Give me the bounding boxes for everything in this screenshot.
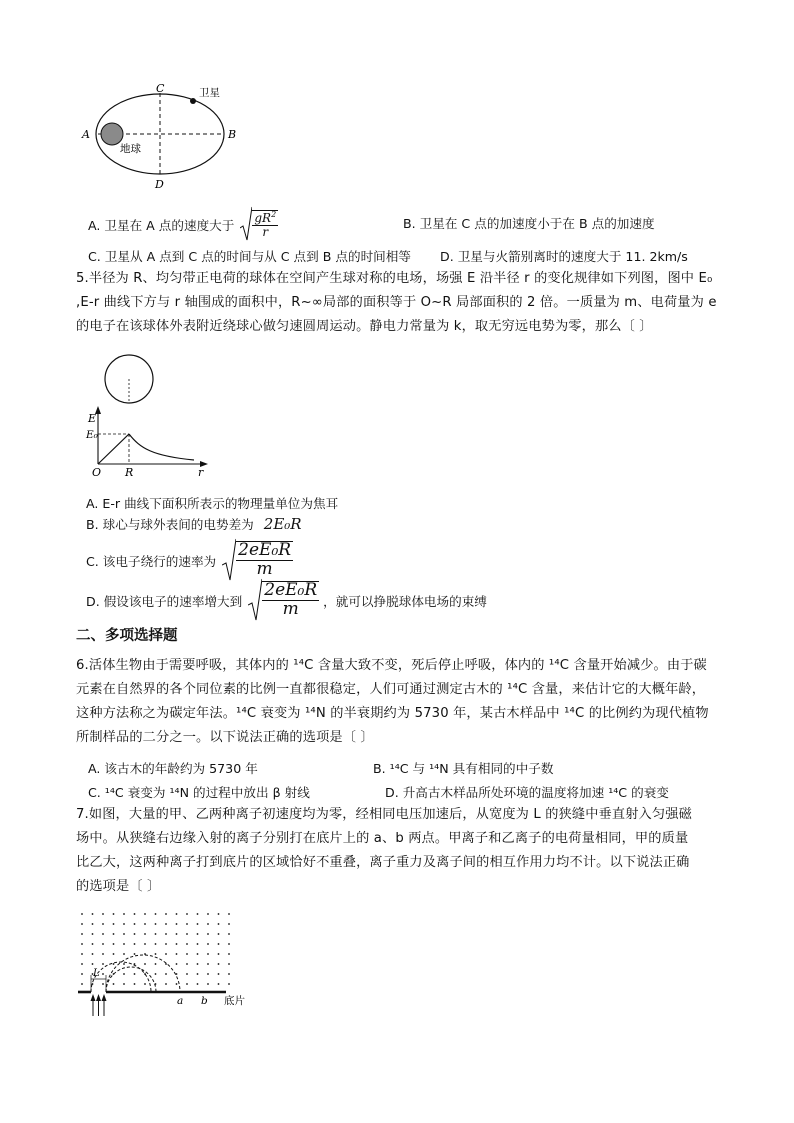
field-dot bbox=[228, 973, 230, 975]
label-c: C bbox=[156, 84, 165, 95]
field-dot bbox=[197, 933, 199, 935]
q6-stem: 6.活体生物由于需要呼吸，其体内的 ¹⁴C 含量大致不变，死后停止呼吸，体内的 ¹⁴C 含量开始减少。由于碳 元素在自然界的各个同位素的比例一直都很稳定，人们可通过测定古木的 ¹⁴C 含量，来估计它的大概年龄， 这种方法称之为碳定年法。¹⁴C 衰变为 ¹⁴N 的半衰期约为 5730 年，某古木样品中 ¹⁴C 的比例约为现代植物 所制样品的二分之一。以下说法正确的选项是〔 〕 bbox=[76, 658, 709, 745]
field-dot bbox=[134, 983, 136, 985]
field-dot bbox=[155, 933, 157, 935]
field-dot bbox=[186, 963, 188, 965]
field-dot bbox=[113, 983, 115, 985]
field-dot bbox=[102, 913, 104, 915]
label-l: L bbox=[93, 968, 100, 979]
field-dot bbox=[113, 933, 115, 935]
field-dot bbox=[197, 973, 199, 975]
label-b-point: b bbox=[201, 995, 208, 1007]
label-e0: E₀ bbox=[86, 429, 98, 441]
field-dot bbox=[92, 953, 94, 955]
field-dot bbox=[197, 913, 199, 915]
field-dot bbox=[218, 933, 220, 935]
field-dot bbox=[113, 953, 115, 955]
q5-option-a: A. E-r 曲线下面积所表示的物理量单位为焦耳 bbox=[86, 496, 339, 511]
field-dot bbox=[134, 973, 136, 975]
field-dot bbox=[207, 983, 209, 985]
field-dot bbox=[228, 943, 230, 945]
field-dot bbox=[197, 963, 199, 965]
field-dot bbox=[123, 973, 125, 975]
field-dot bbox=[123, 953, 125, 955]
field-dot bbox=[176, 953, 178, 955]
field-dot bbox=[134, 933, 136, 935]
field-dot bbox=[102, 973, 104, 975]
field-dot bbox=[155, 973, 157, 975]
trajectory-outer bbox=[106, 955, 180, 992]
field-dot bbox=[144, 933, 146, 935]
field-dot bbox=[218, 963, 220, 965]
field-dot bbox=[81, 943, 83, 945]
field-dot bbox=[176, 943, 178, 945]
sqrt-2eE0R-over-m-c: $\frac{\text{2eE₀R}}{m}$ bbox=[222, 538, 293, 582]
field-dot bbox=[81, 913, 83, 915]
sqrt-2eE0R-over-m-d: $\frac{\text{2eE₀R}}{m}$ bbox=[248, 578, 319, 622]
field-dot bbox=[144, 943, 146, 945]
label-earth: 地球 bbox=[120, 143, 141, 155]
field-graph-figure bbox=[82, 352, 212, 482]
field-dot bbox=[123, 943, 125, 945]
field-dot bbox=[134, 913, 136, 915]
field-dot bbox=[102, 933, 104, 935]
field-dot bbox=[176, 983, 178, 985]
field-dot bbox=[186, 953, 188, 955]
field-dot bbox=[102, 943, 104, 945]
field-dot bbox=[144, 963, 146, 965]
sqrt-gR2-over-r: $\frac{gR^2}{r}$ bbox=[240, 206, 278, 242]
ion-beam-arrowhead-2 bbox=[96, 994, 101, 1001]
field-dot bbox=[92, 933, 94, 935]
field-dot bbox=[155, 963, 157, 965]
field-dot bbox=[186, 913, 188, 915]
field-dot bbox=[218, 953, 220, 955]
field-dot bbox=[102, 963, 104, 965]
q4-option-a: A. 卫星在 A 点的速度大于 $\frac{gR^2}{r}$ bbox=[88, 206, 278, 242]
label-d: D bbox=[155, 178, 164, 191]
field-dot bbox=[92, 913, 94, 915]
field-dot bbox=[165, 983, 167, 985]
field-dot bbox=[155, 953, 157, 955]
field-dot bbox=[81, 983, 83, 985]
label-r-big: R bbox=[125, 466, 134, 479]
ion-beam-arrowhead-3 bbox=[102, 994, 107, 1001]
q7-stem: 7.如图，大量的甲、乙两种离子初速度均为零，经相同电压加速后，从宽度为 L 的狭缝中垂直射入匀强磁 场中。从狭缝右边缘入射的离子分别打在底片上的 a、b 两点。甲离子和乙离子的电荷量相同，甲的质量 比乙大，这两种离子打到底片的区域恰好不重叠，离子重力及离子间的相互作用力均不计。以下说法正确 的选项是〔 〕 bbox=[76, 807, 692, 894]
field-dot bbox=[207, 963, 209, 965]
field-dot bbox=[186, 983, 188, 985]
field-dot bbox=[207, 943, 209, 945]
label-a-point: a bbox=[177, 995, 184, 1007]
linear-segment bbox=[98, 434, 129, 464]
field-dot bbox=[165, 923, 167, 925]
field-dot bbox=[207, 933, 209, 935]
field-dot bbox=[165, 953, 167, 955]
ion-beam-arrowhead-1 bbox=[91, 994, 96, 1001]
field-dot bbox=[228, 913, 230, 915]
field-dot bbox=[81, 923, 83, 925]
field-dot bbox=[123, 923, 125, 925]
field-dot bbox=[92, 943, 94, 945]
label-satellite: 卫星 bbox=[199, 87, 220, 99]
field-dot bbox=[228, 953, 230, 955]
q6-option-d: D. 升高古木样品所处环境的温度将加速 ¹⁴C 的衰变 bbox=[385, 785, 669, 800]
field-dot bbox=[186, 933, 188, 935]
magnetic-field-dots bbox=[81, 913, 230, 985]
field-dot bbox=[218, 983, 220, 985]
field-dot bbox=[207, 953, 209, 955]
field-dot bbox=[197, 953, 199, 955]
field-dot bbox=[134, 953, 136, 955]
field-dot bbox=[197, 923, 199, 925]
field-dot bbox=[228, 983, 230, 985]
field-dot bbox=[197, 943, 199, 945]
label-b: B bbox=[228, 128, 237, 141]
q5-option-b: B. 球心与球外表间的电势差为 2E₀R bbox=[86, 514, 302, 533]
field-dot bbox=[218, 973, 220, 975]
satellite-orbit-figure bbox=[76, 84, 256, 194]
field-dot bbox=[92, 963, 94, 965]
field-dot bbox=[92, 923, 94, 925]
field-dot bbox=[228, 933, 230, 935]
field-dot bbox=[102, 923, 104, 925]
field-dot bbox=[165, 933, 167, 935]
field-dot bbox=[81, 933, 83, 935]
trajectory-left-edge bbox=[91, 962, 151, 992]
field-dot bbox=[123, 913, 125, 915]
field-dot bbox=[123, 963, 125, 965]
field-dot bbox=[228, 923, 230, 925]
label-e: E bbox=[88, 412, 97, 425]
field-dot bbox=[218, 943, 220, 945]
field-dot bbox=[144, 913, 146, 915]
q5-option-c: C. 该电子绕行的速率为 $\frac{\text{2eE₀R}}{m}$ bbox=[86, 538, 293, 582]
label-a: A bbox=[82, 128, 90, 141]
field-dot bbox=[155, 913, 157, 915]
q4-option-b: B. 卫星在 C 点的加速度小于在 B 点的加速度 bbox=[403, 216, 655, 231]
field-dot bbox=[186, 923, 188, 925]
field-dot bbox=[165, 973, 167, 975]
q4-option-d: D. 卫星与火箭别离时的速度大于 11. 2km/s bbox=[440, 249, 688, 264]
field-dot bbox=[186, 973, 188, 975]
field-dot bbox=[176, 913, 178, 915]
q5-option-d: D. 假设该电子的速率增大到 $\frac{\text{2eE₀R}}{m}$ ，就可以挣脱球体电场的束缚 bbox=[86, 578, 487, 622]
field-dot bbox=[218, 923, 220, 925]
field-dot bbox=[228, 963, 230, 965]
field-dot bbox=[113, 913, 115, 915]
section-title-multiple-choice: 二、多项选择题 bbox=[76, 628, 178, 644]
field-dot bbox=[176, 923, 178, 925]
q4-option-c: C. 卫星从 A 点到 C 点的时间与从 C 点到 B 点的时间相等 bbox=[88, 249, 411, 264]
earth-icon bbox=[101, 123, 123, 145]
field-dot bbox=[165, 963, 167, 965]
decay-curve bbox=[129, 434, 194, 460]
q6-option-c: C. ¹⁴C 衰变为 ¹⁴N 的过程中放出 β 射线 bbox=[88, 785, 310, 800]
field-dot bbox=[113, 963, 115, 965]
q6-option-a: A. 该古木的年龄约为 5730 年 bbox=[88, 761, 258, 776]
field-dot bbox=[186, 943, 188, 945]
field-dot bbox=[102, 983, 104, 985]
field-dot bbox=[207, 913, 209, 915]
field-dot bbox=[134, 923, 136, 925]
field-dot bbox=[81, 973, 83, 975]
field-dot bbox=[155, 943, 157, 945]
label-o: O bbox=[92, 466, 102, 479]
field-dot bbox=[165, 913, 167, 915]
field-dot bbox=[176, 963, 178, 965]
label-r-small: r bbox=[198, 466, 204, 479]
field-dot bbox=[123, 933, 125, 935]
field-dot bbox=[134, 943, 136, 945]
field-dot bbox=[144, 983, 146, 985]
label-film: 底片 bbox=[224, 995, 245, 1007]
mass-spectrometer-figure bbox=[76, 908, 256, 1020]
field-dot bbox=[113, 943, 115, 945]
field-dot bbox=[113, 923, 115, 925]
q6-option-b: B. ¹⁴C 与 ¹⁴N 具有相同的中子数 bbox=[373, 761, 554, 776]
field-dot bbox=[207, 923, 209, 925]
q5-stem: 5.半径为 R、均匀带正电荷的球体在空间产生球对称的电场，场强 E 沿半径 r 的变化规律如下列图，图中 E₀ ,E-r 曲线下方与 r 轴围成的面积中，R~∞局部的面积等于 O~R 局部面积的 2 倍。一质量为 m、电荷量为 e 的电子在该球体外表附近绕球心做匀速圆周运动。静电力常量为 k，取无穷远电势为零，那么〔 〕 bbox=[76, 271, 717, 334]
field-dot bbox=[165, 943, 167, 945]
field-dot bbox=[176, 933, 178, 935]
field-dot bbox=[123, 983, 125, 985]
field-dot bbox=[102, 953, 104, 955]
field-dot bbox=[81, 963, 83, 965]
field-dot bbox=[197, 983, 199, 985]
field-dot bbox=[218, 913, 220, 915]
field-dot bbox=[155, 923, 157, 925]
field-dot bbox=[207, 973, 209, 975]
field-dot bbox=[81, 953, 83, 955]
field-dot bbox=[144, 923, 146, 925]
satellite-icon bbox=[190, 98, 196, 104]
